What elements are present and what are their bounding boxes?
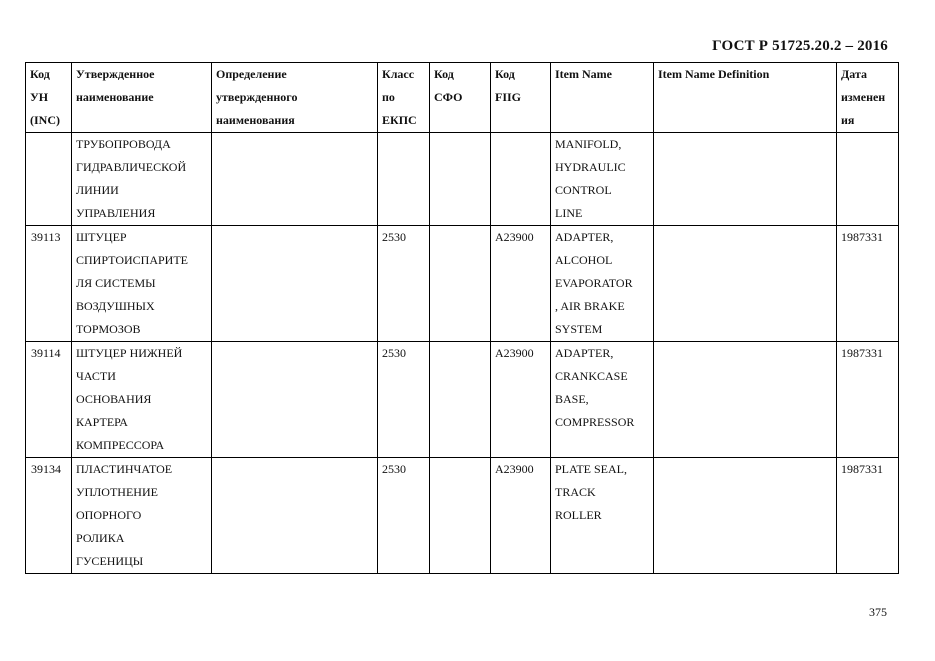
cell-date-changed: 1987331 (837, 226, 899, 342)
cell-code-fiig: A23900 (491, 226, 551, 342)
table-header-row (26, 63, 899, 133)
cell-approved-name: ПЛАСТИНЧАТОЕ УПЛОТНЕНИЕ ОПОРНОГО РОЛИКА ГУСЕНИЦЫ (72, 458, 212, 574)
document-standard-header: ГОСТ Р 51725.20.2 – 2016 (712, 38, 888, 54)
cell-item-name-definition (654, 342, 837, 458)
cell-code-sfo (430, 342, 491, 458)
cell-date-changed (837, 133, 899, 226)
cell-item-name: PLATE SEAL, TRACK ROLLER (551, 458, 654, 574)
cell-definition (212, 133, 378, 226)
cell-item-name-definition (654, 458, 837, 574)
cell-code-fiig: A23900 (491, 458, 551, 574)
cell-code (26, 133, 72, 226)
nomenclature-table (25, 62, 899, 574)
cell-date-changed: 1987331 (837, 458, 899, 574)
cell-code-fiig (491, 133, 551, 226)
cell-definition (212, 458, 378, 574)
column-header-date-changed: Дата изменен ия (837, 63, 899, 133)
cell-code: 39113 (26, 226, 72, 342)
column-header-class-ekps: Класс по ЕКПС (378, 63, 430, 133)
cell-code-fiig: A23900 (491, 342, 551, 458)
column-header-code: Код УН (INC) (26, 63, 72, 133)
cell-code-sfo (430, 458, 491, 574)
cell-item-name-definition (654, 226, 837, 342)
column-header-item-name-definition: Item Name Definition (654, 63, 837, 133)
cell-approved-name: ТРУБОПРОВОДА ГИДРАВЛИЧЕСКОЙ ЛИНИИ УПРАВЛЕНИЯ (72, 133, 212, 226)
cell-definition (212, 226, 378, 342)
cell-definition (212, 342, 378, 458)
cell-class-ekps: 2530 (378, 458, 430, 574)
table-row (26, 342, 899, 458)
cell-code: 39114 (26, 342, 72, 458)
column-header-code-fiig: Код FIIG (491, 63, 551, 133)
cell-class-ekps: 2530 (378, 226, 430, 342)
table-row (26, 133, 899, 226)
column-header-item-name: Item Name (551, 63, 654, 133)
page-number: 375 (869, 605, 887, 619)
cell-date-changed: 1987331 (837, 342, 899, 458)
cell-item-name: MANIFOLD, HYDRAULIC CONTROL LINE (551, 133, 654, 226)
cell-item-name: ADAPTER, ALCOHOL EVAPORATOR , AIR BRAKE SYSTEM (551, 226, 654, 342)
cell-approved-name: ШТУЦЕР СПИРТОИСПАРИТЕ ЛЯ СИСТЕМЫ ВОЗДУШНЫХ ТОРМОЗОВ (72, 226, 212, 342)
cell-approved-name: ШТУЦЕР НИЖНЕЙ ЧАСТИ ОСНОВАНИЯ КАРТЕРА КОМПРЕССОРА (72, 342, 212, 458)
cell-class-ekps: 2530 (378, 342, 430, 458)
column-header-code-sfo: Код СФО (430, 63, 491, 133)
cell-code-sfo (430, 226, 491, 342)
cell-item-name: ADAPTER, CRANKCASE BASE, COMPRESSOR (551, 342, 654, 458)
cell-code: 39134 (26, 458, 72, 574)
cell-code-sfo (430, 133, 491, 226)
cell-class-ekps (378, 133, 430, 226)
cell-item-name-definition (654, 133, 837, 226)
column-header-approved-name: Утвержденное наименование (72, 63, 212, 133)
table-row (26, 226, 899, 342)
column-header-definition: Определение утвержденного наименования (212, 63, 378, 133)
table-row (26, 458, 899, 574)
